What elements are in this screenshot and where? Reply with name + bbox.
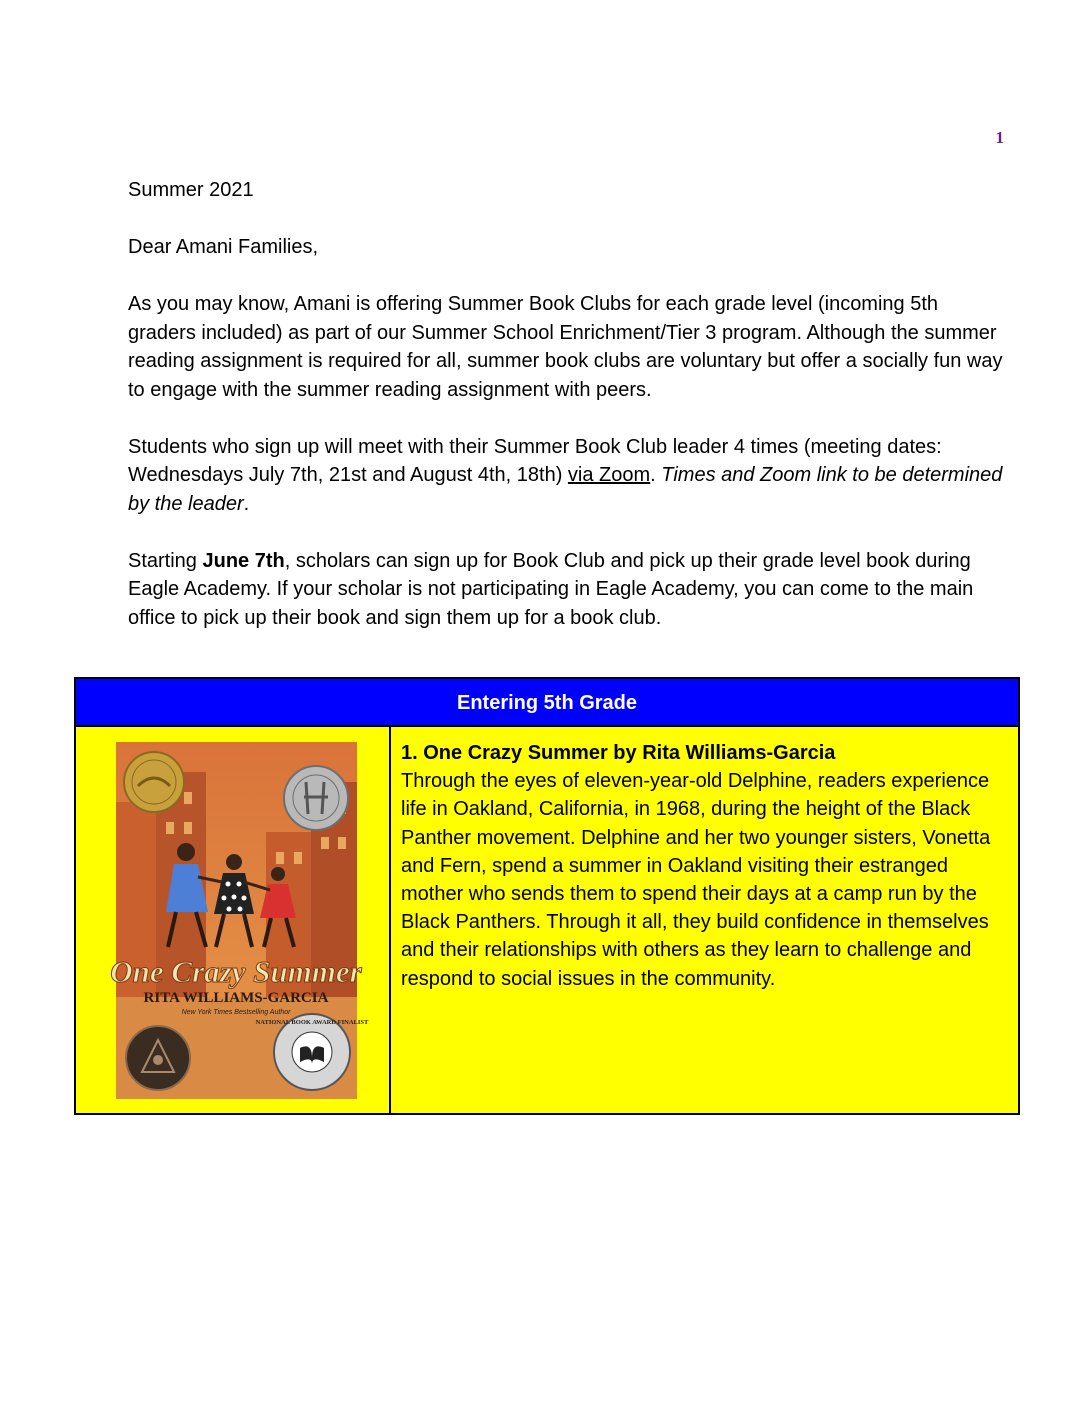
cover-author: RITA WILLIAMS-GARCIA — [143, 990, 329, 1006]
book-row — [76, 727, 1018, 1113]
meetings-end: . — [243, 492, 250, 515]
cover-cell — [76, 727, 391, 1113]
book-table — [74, 677, 1020, 1115]
zoom-link[interactable]: via Zoom — [567, 464, 651, 486]
date-line: Summer 2021 — [128, 179, 254, 201]
book-title: 1. One Crazy Summer by Rita Williams-Garcia — [401, 742, 836, 764]
times-note: Times and Zoom link to be determined by the leader — [128, 464, 1003, 515]
book-description-cell — [391, 727, 1018, 1113]
book-description: Through the eyes of eleven-year-old Delphine, readers experience life in Oakland, California, in 1968, during the height of the Black Panther movement. Delphine and her two younger sisters, Vonetta and Fern, spend a summer in Oakland visiting their estranged mother who sends them to spend their days at a camp run by the Black Panthers. Through it all, they build confidence in themselves and their relationships with others as they learn to challenge and respond to social issues in the community. — [401, 770, 991, 990]
cover-title: One Crazy Summer — [110, 954, 362, 989]
meetings-text: Students who sign up will meet with their Summer Book Club leader 4 times (meeting dates: Wednesdays July 7th, 21st and August 4th, 18th) — [128, 435, 942, 486]
meetings-sep: . — [650, 464, 662, 486]
grade-header: Entering 5th Grade — [76, 679, 1018, 727]
paragraph-intro: As you may know, Amani is offering Summer Book Clubs for each grade level (incoming 5th graders included) as part of our Summer School Enrichment/Tier 3 program. Although the summer reading assignment is required for all, summer book clubs are voluntary but offer a socially fun way to engage with the summer reading assignment with peers. — [128, 293, 1003, 401]
signup-text: , scholars can sign up for Book Club and pick up their grade level book during Eagle Academy. If your scholar is not participating in Eagle Academy, you can come to the main office to pick up their book and sign them up for a book club. — [128, 549, 974, 629]
start-date: June 7th — [202, 549, 285, 572]
paragraph-signup — [128, 547, 1008, 633]
greeting: Dear Amani Families, — [128, 236, 319, 258]
book-cover-image — [110, 742, 369, 1099]
signup-start: Starting — [128, 549, 203, 572]
letter-body — [128, 176, 1008, 661]
award-seal-text: NATIONAL BOOK AWARD FINALIST — [255, 1019, 369, 1026]
cover-tagline: New York Times Bestselling Author — [181, 1009, 291, 1016]
paragraph-meetings — [128, 433, 1008, 519]
page-number: 1 — [995, 128, 1004, 147]
